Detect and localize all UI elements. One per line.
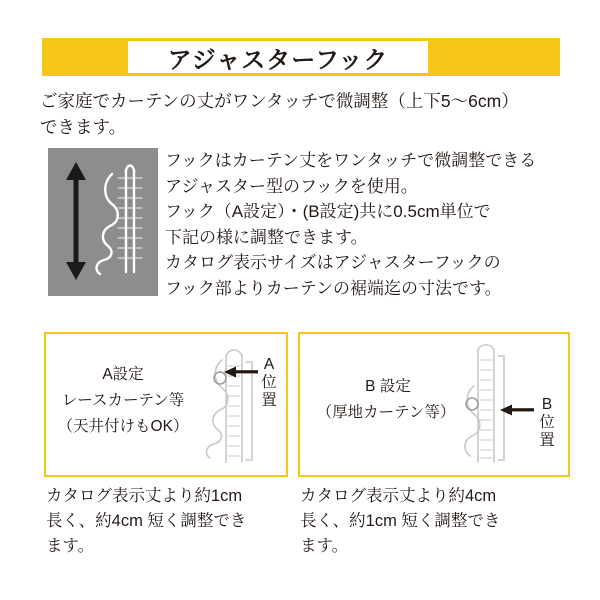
lead-line-2: できます。 (40, 117, 127, 137)
setting-a-note: （天井付けもOK） (57, 418, 189, 435)
setting-b-caption-line-3: ます。 (300, 537, 349, 555)
page-title: アジャスターフック (167, 46, 389, 74)
setting-a-position-char-2: 位 (261, 374, 277, 391)
hook-photo-illustration (48, 148, 158, 296)
setting-b-subtitle: （厚地カーテン等） (316, 404, 456, 421)
description-line-4: 下記の様に調整できます。 (165, 227, 368, 247)
setting-a-arrow-icon (224, 366, 258, 378)
description-line-1: フックはカーテン丈をワンタッチで微調整できる (165, 151, 537, 170)
setting-b-caption-line-1: カタログ表示丈より約4cm (300, 487, 497, 505)
setting-a-box (44, 332, 288, 477)
setting-a-position-label (260, 356, 278, 410)
setting-a-subtitle: レースカーテン等 (61, 392, 185, 409)
description-line-6: フック部よりカーテンの裾端迄の寸法です。 (165, 278, 502, 298)
setting-a-position-char-1: A (263, 356, 275, 373)
hook-photo (48, 148, 158, 296)
setting-b-position-char-3: 置 (539, 432, 555, 449)
description-line-5: カタログ表示サイズはアジャスターフックの (165, 253, 501, 272)
setting-b-box (298, 332, 570, 477)
setting-b-caption-line-2: 長く、約1cm 短く調整でき (300, 512, 501, 530)
title-inner-box (128, 41, 428, 73)
description-paragraph (165, 148, 575, 301)
setting-b-position-label (538, 396, 556, 450)
setting-a-title: A設定 (102, 366, 144, 383)
lead-line-1: ご家庭でカーテンの丈がワンタッチで微調整（上下5〜6cm） (40, 91, 519, 111)
setting-b-arrow-icon (500, 404, 534, 416)
setting-a-caption-line-3: ます。 (46, 537, 95, 555)
setting-b-caption (300, 484, 580, 559)
setting-b-title: B 設定 (365, 378, 411, 395)
setting-b-position-char-1: B (541, 396, 553, 413)
setting-a-caption (46, 484, 296, 559)
setting-a-caption-line-2: 長く、約4cm 短く調整でき (46, 512, 247, 530)
setting-b-position-char-2: 位 (539, 414, 555, 431)
lead-paragraph (40, 88, 570, 140)
description-line-3: フック（A設定）・(B設定)共に0.5cm単位で (165, 202, 491, 221)
description-line-2: アジャスター型のフックを使用。 (165, 176, 418, 196)
setting-a-caption-line-1: カタログ表示丈より約1cm (46, 487, 243, 505)
setting-a-position-char-3: 置 (261, 392, 277, 409)
